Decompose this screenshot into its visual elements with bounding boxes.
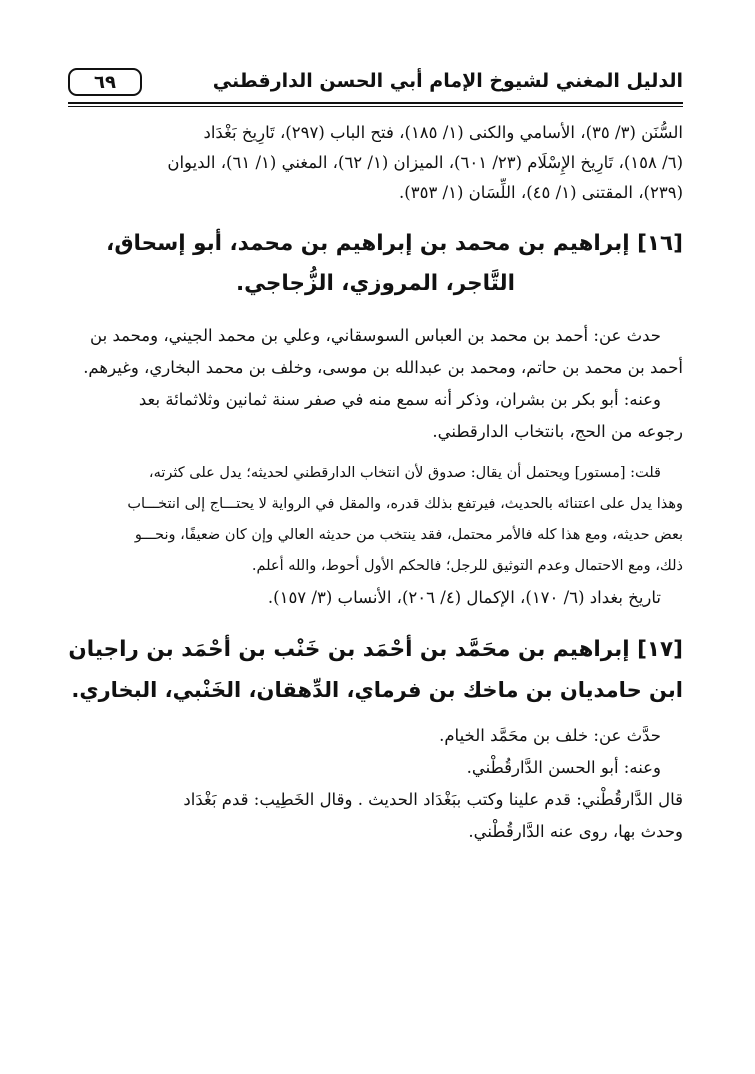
reference-line: (٦/ ١٥٨)، تَارِيخ الإِسْلَام (٢٣/ ٦٠١)، الميزان (١/ ٦٢)، المغني (١/ ٦١)، الديوان — [167, 153, 683, 172]
author-note: قلت: [مستور] ويحتمل أن يقال: صدوق لأن انتخاب الدارقطني لحديثه؛ يدل على كثرته، — [148, 465, 661, 481]
entry-title: [١٧] إبراهيم بن محَمَّد بن أحْمَد بن خَنْب بن أحْمَد بن راجيان — [68, 637, 683, 662]
page-number: ٦٩ — [94, 71, 116, 93]
reference-line: (٢٣٩)، المقتنى (١/ ٤٥)، اللِّسَان (١/ ٣٥٣). — [399, 183, 683, 202]
entry-title: [١٦] إبراهيم بن محمد بن إبراهيم بن محمد، أبو إسحاق، — [106, 231, 683, 256]
entry-16 — [68, 224, 683, 614]
narrated-from: حدَّث عن: خلف بن محَمَّد الخيام. — [439, 726, 661, 745]
author-note-line: ذلك، ومع الاحتمال وعدم التوثيق للرجل؛ فالحكم الأول أحوط، والله أعلم. — [251, 558, 683, 574]
entry-title-continued: التَّاجر، المروزي، الزُّجاجي. — [236, 271, 515, 296]
quote: قال الدَّارقُطْني: قدم علينا وكتب ببَغْدَاد الحديث . وقال الخَطِيب: قدم بَغْدَاد — [183, 790, 683, 809]
author-note-line: بعض حديثه، ومع هذا كله فالأمر محتمل، فقد ينتخب من حديثه العالي وإن كان ضعيفًا، ونحـــو — [134, 527, 683, 543]
entry-references: تاريخ بغداد (٦/ ١٧٠)، الإكمال (٤/ ٢٠٦)، الأنساب (٣/ ١٥٧). — [267, 588, 661, 607]
narrated-from-continued: أحمد بن محمد بن حاتم، ومحمد بن عبدالله بن موسى، وخلف بن محمد البخاري، وغيرهم. — [83, 358, 683, 377]
quote-continued: وحدث بها، روى عنه الدَّارقُطْني. — [468, 822, 683, 841]
author-note-line: وهذا يدل على اعتنائه بالحديث، فيرتفع بذلك قدره، والمقل في الرواية لا يحتـــاج إلى انتخـــاب — [127, 496, 683, 512]
page-header — [68, 66, 683, 106]
header-rule — [68, 102, 683, 104]
page-number-box — [68, 68, 142, 96]
references-block — [68, 118, 683, 208]
entry-title-continued: ابن حامديان بن ماخك بن فرماي، الدِّهقان، الخَنْبي، البخاري. — [71, 678, 683, 702]
narrated-by: وعنه: أبو بكر بن بشران، وذكر أنه سمع منه في صفر سنة ثمانين وثلاثمائة بعد — [138, 390, 661, 409]
entry-17 — [68, 630, 683, 848]
reference-line: السُّنَن (٣/ ٣٥)، الأسامي والكنى (١/ ١٨٥)، فتح الباب (٢٩٧)، تَارِيخ بَغْدَاد — [203, 123, 683, 142]
running-title: الدليل المغني لشيوخ الإمام أبي الحسن الدارقطني — [212, 70, 683, 92]
narrated-by-continued: رجوعه من الحج، بانتخاب الدارقطني. — [432, 422, 683, 441]
page-content — [68, 118, 683, 848]
header-rule-thin — [68, 106, 683, 107]
narrated-by: وعنه: أبو الحسن الدَّارقُطْني. — [466, 758, 661, 777]
narrated-from: حدث عن: أحمد بن محمد بن العباس السوسقاني، وعلي بن محمد الجيني، ومحمد بن — [90, 326, 661, 345]
